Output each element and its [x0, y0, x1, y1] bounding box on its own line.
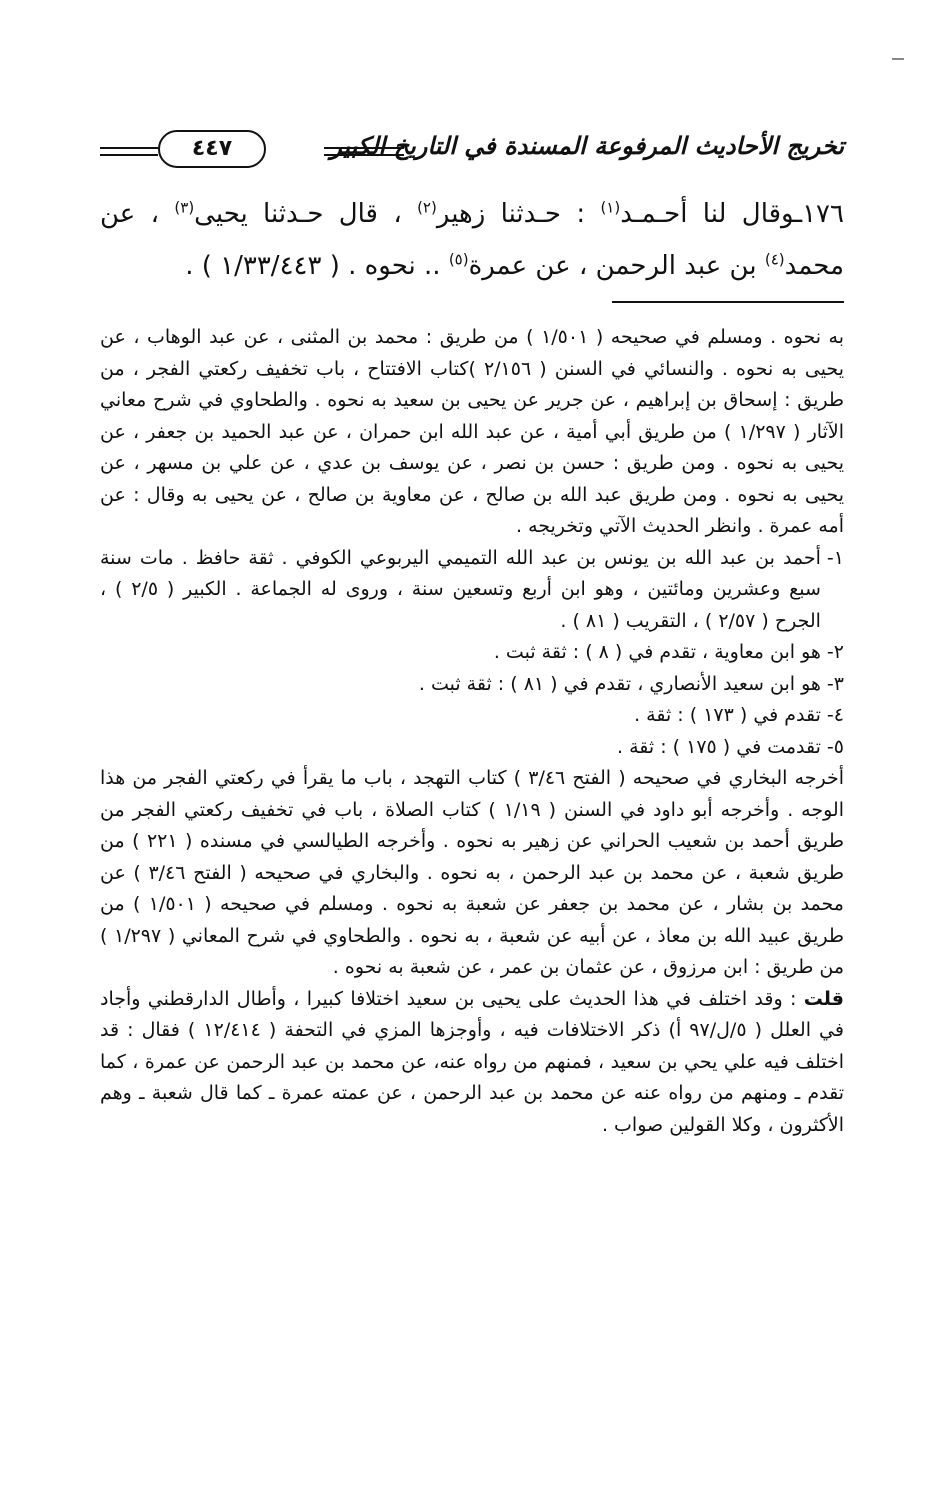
footnote-ref: (٥) — [448, 250, 469, 269]
footnote-number: ١- — [826, 546, 844, 569]
footnote-2 — [100, 637, 844, 669]
footnote-ref: (٣) — [174, 198, 195, 217]
qult-paragraph — [100, 984, 844, 1142]
header-rule-right — [324, 147, 404, 156]
footnote-ref: (٢) — [417, 198, 437, 217]
footnotes — [100, 322, 844, 1141]
hadith-part: : حـدثنا زهير — [436, 199, 586, 229]
footnote-1 — [100, 543, 844, 638]
page-header — [100, 128, 844, 174]
header-rule-left — [100, 147, 158, 156]
footnote-number: ٣- — [826, 672, 844, 695]
footnote-carryover: به نحوه . ومسلم في صحيحه ( ١/٥٠١ ) من طريق : محمد بن المثنى ، عن عبد الوهاب ، عن يحيى به نحوه . والنسائي في السنن ( ٢/١٥٦ )كتاب الافتتاح ، باب تخفيف ركعتي الفجر ، من طريق : إسحاق بن إبراهيم ، عن جرير عن يحيى بن سعيد به نحوه . والطحاوي في شرح معاني الآثار ( ١/٢٩٧ ) من طريق أبي أمية ، عن عبد الله ابن حمران ، عن عبد الحميد بن جعفر ، عن يحيى به نحوه . ومن طريق : حسن بن نصر ، عن يوسف بن عدي ، عن علي بن مسهر ، عن يحيى به نحوه . ومن طريق عبد الله بن صالح ، عن معاوية بن صالح ، عن يحيى به وقال : عن أمه عمرة . وانظر الحديث الآتي وتخريجه . — [100, 326, 845, 537]
footnote-ref: (٤) — [764, 250, 785, 269]
takhrij-paragraph: أخرجه البخاري في صحيحه ( الفتح ٣/٤٦ ) كتاب التهجد ، باب ما يقرأ في ركعتي الفجر من هذا الوجه . وأخرجه أبو داود في السنن ( ١/١٩ ) كتاب الصلاة ، باب في تخفيف ركعتي الفجر من طريق أحمد بن شعيب الحراني عن زهير به نحوه . وأخرجه الطيالسي في مسنده ( ٢٢١ ) من طريق شعبة ، عن محمد بن عبد الرحمن ، به نحوه . والبخاري في صحيحه ( الفتح ٣/٤٦ ) عن محمد بن بشار ، عن محمد بن جعفر عن شعبة به نحوه . ومسلم في صحيحه ( ١/٥٠١ ) من طريق عبيد الله بن معاذ ، عن أبيه عن شعبة ، به نحوه . والطحاوي في شرح المعاني ( ١/٢٩٧ ) من طريق : ابن مرزوق ، عن عثمان بن عمر ، عن شعبة به نحوه . — [100, 767, 845, 978]
footnote-4 — [100, 700, 844, 732]
hadith-part: ، قال حـدثنا يحيى — [194, 199, 402, 229]
hadith-part: بن عبد الرحمن ، عن عمرة — [468, 251, 757, 281]
running-title: تخريج الأحاديث المرفوعة المسندة في التاريخ الكبير — [330, 132, 844, 160]
footnote-separator — [612, 301, 844, 303]
hadith-text — [100, 188, 844, 292]
footnote-number: ٥- — [826, 735, 844, 758]
corner-mark — [892, 58, 904, 60]
footnote-text: أحمد بن عبد الله بن يونس بن عبد الله التميمي اليربوعي الكوفي . ثقة حافظ . مات سنة سبع وعشرين ومائتين ، وهو ابن أربع وتسعين سنة ، وروى له الجماعة . الكبير ( ٢/٥ ) ، الجرح ( ٢/٥٧ ) ، التقريب ( ٨١ ) . — [100, 546, 821, 632]
footnote-text: هو ابن معاوية ، تقدم في ( ٨ ) : ثقة ثبت . — [493, 641, 821, 663]
footnote-ref: (١) — [600, 198, 621, 217]
footnote-text: تقدمت في ( ١٧٥ ) : ثقة . — [617, 735, 821, 758]
qult-label: قلت — [803, 987, 844, 1010]
hadith-part: .. نحوه . ( ١/٣٣/٤٤٣ ) . — [185, 251, 441, 281]
hadith-part: ، عن محمد — [100, 199, 844, 281]
footnote-5 — [100, 732, 844, 764]
footnote-number: ٢- — [826, 641, 844, 663]
footnote-text: تقدم في ( ١٧٣ ) : ثقة . — [634, 704, 821, 726]
footnote-text: هو ابن سعيد الأنصاري ، تقدم في ( ٨١ ) : ثقة ثبت . — [418, 672, 821, 695]
qult-text: : وقد اختلف في هذا الحديث على يحيى بن سعيد اختلافا كبيرا ، وأطال الدارقطني وأجاد في العلل ( ٥/ل/٩٧ أ) ذكر الاختلافات فيه ، وأوجزها المزي في التحفة ( ١٢/٤١٤ ) فقال : قد اختلف فيه علي يحي بن سعيد ، فمنهم من رواه عنه، عن محمد بن عبد الرحمن عن عمرة ، كما تقدم ـ ومنهم من رواه عنه عن محمد بن عبد الرحمن ، عن عمته عمرة ـ كما قال شعبة ـ وهم الأكثرون ، وكلا القولين صواب . — [100, 987, 844, 1136]
footnote-3 — [100, 669, 844, 701]
page-number: ٤٤٧ — [158, 130, 266, 168]
footnote-number: ٤- — [826, 704, 844, 726]
hadith-part: ١٧٦ـوقال لنا أحـمـد — [620, 199, 844, 229]
